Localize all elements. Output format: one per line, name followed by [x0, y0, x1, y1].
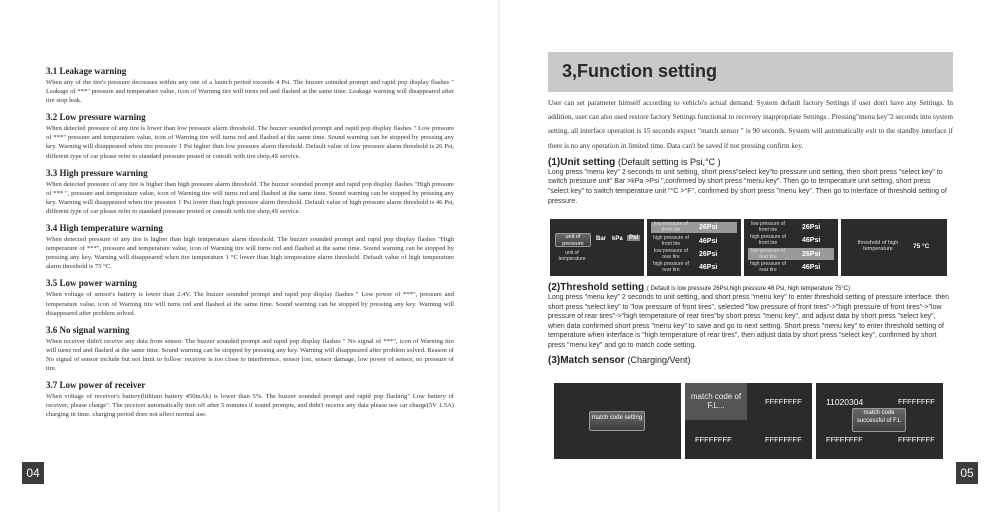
section-body: When detected pressure of any tire is lower than low pressure alarm threshold. The buzzer sounded prompt and rapid pop display flashes " Low pressure of ***" pressure and temperature value, icon of Warning tire will turns red and flashed at the same time. Sound warning can be stopped by pressing any key. Warning will disappeared when tire pressure 1 Psi higher than low pressure alarm threshold. Default value of low pressure alarm threshold is 26 Psi, different type of car please refer to standard pressure posted or consult with tire shop,4S service. — [46, 125, 454, 160]
section-title: 3.2 Low pressure warning — [46, 112, 146, 123]
match-sensor-screens — [554, 383, 943, 459]
section-leakage — [46, 66, 454, 105]
row-value: 26Psi — [802, 224, 821, 231]
section-low-power — [46, 278, 454, 317]
section-low-power-receiver — [46, 380, 454, 419]
unit-pressure-label: unit of pressure — [555, 233, 591, 247]
match-code-fl-header: match code of F.L... — [690, 392, 742, 410]
sensor-id-rl: FFFFFFFF — [826, 435, 863, 444]
unit-temperature-label: unit of temperature — [558, 250, 586, 262]
screen-match-code-successful — [816, 383, 943, 459]
sensor-id-rr: FFFFFFFF — [898, 435, 935, 444]
page-number: 05 — [956, 462, 978, 484]
section-body: When any of the tire's pressure decreases within any one of a launch period exceeds 4 Psi. The buzzer sounded prompt and rapid pop display flashes " Leakage of ***" pressure and temperature value, icon of Warning tire will turns red and flashed at the same time. Leakage warning will disappeared after tire stop leak. — [46, 79, 454, 105]
section-high-temperature — [46, 223, 454, 271]
section-high-pressure — [46, 168, 454, 216]
section-title: 3.4 High temperature warning — [46, 223, 163, 234]
section-low-pressure — [46, 112, 454, 160]
chapter-title: 3,Function setting — [562, 61, 717, 81]
section-title: 3.6 No signal warning — [46, 324, 130, 335]
sensor-id-fr: FFFFFFFF — [765, 397, 802, 406]
temp-threshold-value: 75 °C — [913, 243, 930, 250]
row-value: 26Psi — [699, 251, 718, 258]
row-value: 46Psi — [699, 264, 718, 271]
row-value: 26Psi — [802, 251, 821, 258]
threshold-setting-text — [548, 282, 953, 366]
section-body: When receiver didn't receive any data from sensor. The buzzer sounded prompt and rapid pop display flashes " No signal of ***", icon of Warning tire will turns red and flashed at the same time. Sound warning can be stopped by pressing any key. Warning will disappeared after problem solved. Reason of No signal of sensor include but not limit to follow: receiver is too close to interference, sensor lost, sensor damage, low power of sensor, no pressure of tire. — [46, 337, 454, 372]
row-value: 46Psi — [802, 237, 821, 244]
threshold-body: Long press "menu key" 2 seconds to unit setting, and short press "menu key" to enter threshold setting of pressure interface. then short press "select key" to "low pressure of front tires", selected "low pressure of front tires"->"high pressure of front tires"->"low pressure of rear tires"->"high temperature of rear tires"by short press "menu key", and adjust data by short press "select key", when data confirmed short press "menu key" to save and go to next setting. Short press "menu key" to enter threshold setting of temperature when interface is "high temperature of rear tires", then adjust data by short press "select key", confirmed by short press "menu key" and go to match code setting. — [548, 294, 949, 349]
row-label: low pressure of rear tire — [654, 248, 688, 260]
row-label: low pressure of front tire — [654, 221, 688, 233]
row-value: 46Psi — [699, 238, 718, 245]
screen-temperature-threshold — [841, 219, 947, 276]
threshold-heading: (2)Threshold setting ( Default is low pressure 26Psi,high pressure 46 Psi, high temperature 75°C) — [548, 282, 851, 293]
section-title: 3.3 High pressure warning — [46, 167, 148, 178]
unit-setting-heading: (1)Unit setting (Default setting is Psi,°C ) — [548, 156, 721, 168]
section-body: When voltage of sensor's battery is lower than 2.4V. The buzzer sounded prompt and rapid pop display flashes " Low power of ***", pressure and temperature value, icon of Warning tire will turns red and flashed at the same time. Sound warning can be stopped by pressing any key. Warning will disappeared after problem solved. — [46, 291, 454, 317]
unit-setting-body: Long press "menu key" 2 seconds to unit setting, short press"select key"to pressure unit setting, then short press "select key" to switch pressure unit" Bar >kPa >Psi ",confirmed by short press "menu key". Then go to temperature unit setting, short press "select key" to switch temperature unit "°C >°F", confirmed by short press "menu key". Then go to interface of threshold setting of pressure. — [548, 168, 947, 205]
screen-match-code-setting — [554, 383, 681, 459]
screen-unit — [550, 219, 644, 276]
sensor-id-rl: FFFFFFFF — [695, 435, 732, 444]
screen-match-code-fl — [685, 383, 812, 459]
chapter-banner — [548, 52, 953, 92]
page-number: 04 — [22, 462, 44, 484]
match-code-setting-button: match code setting — [589, 411, 645, 431]
temp-threshold-label: threshold of high temperature — [857, 240, 899, 252]
unit-kpa: kPa — [612, 236, 623, 242]
right-page — [500, 0, 1000, 512]
section-no-signal — [46, 325, 454, 373]
intro-paragraph: User can set parameter himself according to vehicle's actual demand. System default factory Settings if user don't have any Settings. In addition, user can also used restore factory Settings functional to recovery inappropriate Settings . Pressing"menu key"2 seconds into system setting, all interface operation is 15 seconds expect "match sensor " is 90 seconds. System will automatically exit to the standby interface if there is no any operation in limited time. Data can't be saved if not pressing confirm key. — [548, 99, 953, 150]
row-label: low pressure of rear tire — [751, 248, 785, 260]
row-label: high pressure of rear tire — [653, 261, 689, 273]
row-value: 46Psi — [802, 264, 821, 271]
section-body: When detected pressure of any tire is higher than high pressure alarm threshold. The buzzer sounded prompt and rapid pop display flashes "High pressure of *** ", pressure and temperature value, icon of Warning tire will turns red and flashed at the same time. Sound warning can be stopped by pressing any key. Warning will disappeared when tire pressure 1 Psi lower than high pressure alarm threshold. Default value of high pressure alarm threshold is 46 Psi, different type of car please refer to standard pressure posted or consult with tire shop,4S service. — [46, 180, 454, 215]
section-title: 3.1 Leakage warning — [46, 66, 127, 76]
sensor-id-rr: FFFFFFFF — [765, 435, 802, 444]
section-body: When voltage of receiver's battery(lithium battery 450mAh) is lower than 5%. The buzzer sounded prompt and rapid pop flashing" Low battery of receiver, please charge". The receiver automatically turn off after 5 minutes if sound prompts, and didn't receive any data please use car charge(5V 1.5A) charging in time. charging period does not affect normal use. — [46, 393, 454, 419]
row-label: high pressure of front tire — [653, 235, 689, 247]
sensor-id-fl: 11020304 — [826, 397, 864, 407]
function-setting-text — [548, 96, 953, 206]
warning-sections — [46, 66, 454, 426]
match-sensor-heading: (3)Match sensor (Charging/Vent) — [548, 354, 691, 366]
screen-threshold-1 — [647, 219, 741, 276]
match-successful-badge: match code successful of F.L — [852, 408, 906, 432]
unit-setting-screens — [550, 219, 947, 276]
section-body: When detected pressure of any tire is higher than high temperature alarm threshold. The buzzer sounded prompt and rapid pop display flashes "High temperature of ***", pressure and temperature value, icon of Warning tire will turns red and flashed at the same time. Sound warning can be stopped by pressing any key. Warning will disappeared when tire temperature 1 °C lower than high temperature alarm threshold. Default value of high temperature alarm threshold is 75 °C. — [46, 236, 454, 271]
row-value: 26Psi — [699, 224, 718, 231]
screen-threshold-2 — [744, 219, 838, 276]
unit-bar: Bar — [596, 236, 607, 242]
row-label: high pressure of front tire — [750, 234, 786, 246]
sensor-id-fr: FFFFFFFF — [898, 397, 935, 406]
row-label: low pressure of front tire — [751, 221, 785, 233]
section-title: 3.7 Low power of receiver — [46, 380, 146, 391]
section-title: 3.5 Low power warning — [46, 278, 137, 289]
row-label: high pressure of rear tire — [750, 261, 786, 273]
unit-psi: Psi — [629, 235, 639, 241]
